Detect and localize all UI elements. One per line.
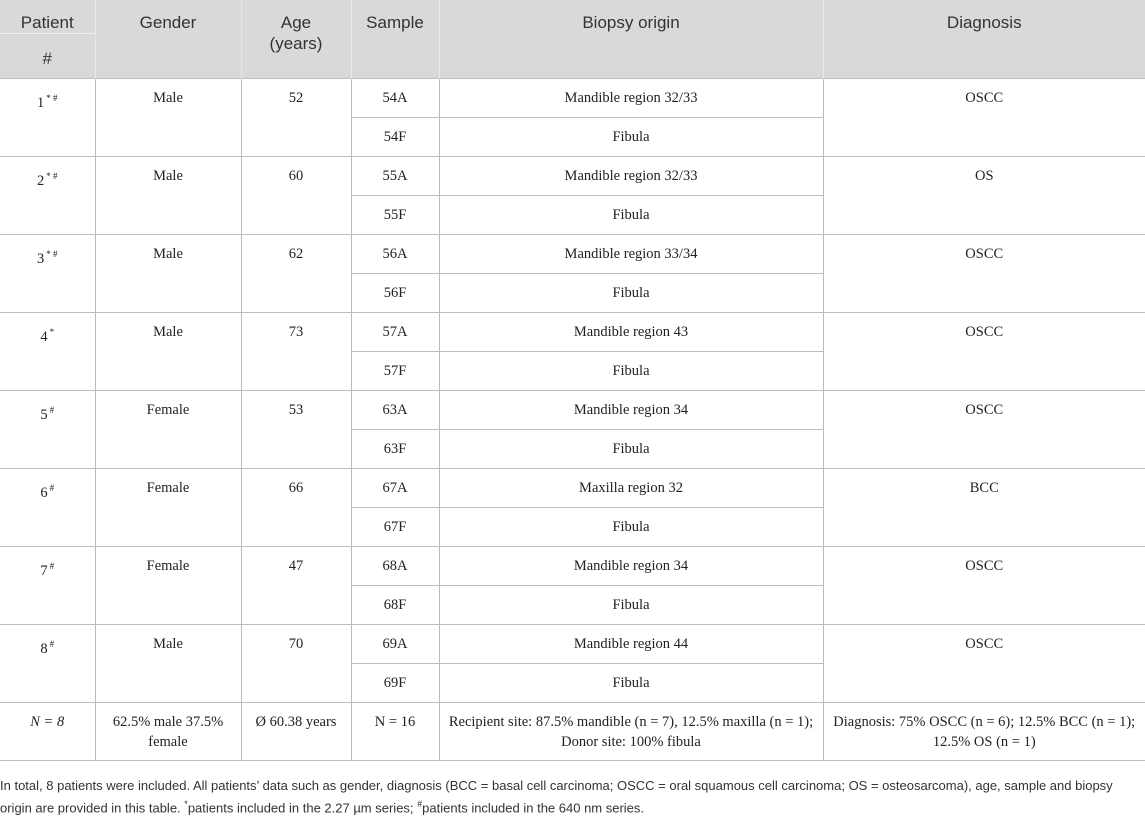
summary-patients: N = 8 bbox=[0, 703, 95, 761]
gender-cell: Male bbox=[95, 625, 241, 703]
summary-diagnosis: Diagnosis: 75% OSCC (n = 6); 12.5% BCC (n = 1); 12.5% OS (n = 1) bbox=[823, 703, 1145, 761]
biopsy-origin-cell: Mandible region 32/33 bbox=[439, 79, 823, 118]
footnote-star-text: patients included in the 2.27 µm series; bbox=[187, 800, 418, 816]
biopsy-origin-cell: Fibula bbox=[439, 664, 823, 703]
biopsy-origin-cell: Fibula bbox=[439, 586, 823, 625]
summary-age: Ø 60.38 years bbox=[241, 703, 351, 761]
diagnosis-cell: OS bbox=[823, 157, 1145, 235]
sample-cell: 57F bbox=[351, 352, 439, 391]
patient-number-cell: 7 # bbox=[0, 547, 95, 625]
age-cell: 66 bbox=[241, 469, 351, 547]
table-row bbox=[0, 313, 1145, 352]
table-footnote bbox=[0, 776, 1145, 817]
sample-cell: 54A bbox=[351, 79, 439, 118]
gender-cell: Male bbox=[95, 313, 241, 391]
patient-number-cell: 4 * bbox=[0, 313, 95, 391]
patient-number-cell: 1 * # bbox=[0, 79, 95, 157]
patient-number-cell: 6 # bbox=[0, 469, 95, 547]
biopsy-origin-cell: Mandible region 34 bbox=[439, 391, 823, 430]
biopsy-origin-cell: Fibula bbox=[439, 352, 823, 391]
biopsy-origin-cell: Maxilla region 32 bbox=[439, 469, 823, 508]
diagnosis-cell: OSCC bbox=[823, 313, 1145, 391]
table-body bbox=[0, 79, 1145, 761]
diagnosis-cell: OSCC bbox=[823, 235, 1145, 313]
patient-number-cell: 3 * # bbox=[0, 235, 95, 313]
gender-cell: Male bbox=[95, 79, 241, 157]
table-header bbox=[0, 0, 1145, 79]
sample-cell: 55A bbox=[351, 157, 439, 196]
gender-cell: Female bbox=[95, 391, 241, 469]
header-patient-number: # bbox=[0, 34, 95, 79]
biopsy-origin-cell: Mandible region 33/34 bbox=[439, 235, 823, 274]
summary-row bbox=[0, 703, 1145, 761]
header-patient: Patient bbox=[0, 0, 95, 34]
footnote-hash-mark: # bbox=[417, 799, 423, 809]
biopsy-origin-cell: Fibula bbox=[439, 196, 823, 235]
table-row bbox=[0, 547, 1145, 586]
summary-biopsy: Recipient site: 87.5% mandible (n = 7), 12.5% maxilla (n = 1); Donor site: 100% fibula bbox=[439, 703, 823, 761]
sample-cell: 63F bbox=[351, 430, 439, 469]
biopsy-origin-cell: Mandible region 44 bbox=[439, 625, 823, 664]
biopsy-origin-cell: Fibula bbox=[439, 274, 823, 313]
sample-cell: 63A bbox=[351, 391, 439, 430]
header-biopsy-origin: Biopsy origin bbox=[439, 0, 823, 79]
header-age-line2: (years) bbox=[269, 34, 323, 53]
sample-cell: 56A bbox=[351, 235, 439, 274]
age-cell: 60 bbox=[241, 157, 351, 235]
patient-number-cell: 8 # bbox=[0, 625, 95, 703]
table-row bbox=[0, 79, 1145, 118]
sample-cell: 55F bbox=[351, 196, 439, 235]
sample-cell: 56F bbox=[351, 274, 439, 313]
patient-number-cell: 5 # bbox=[0, 391, 95, 469]
gender-cell: Female bbox=[95, 547, 241, 625]
biopsy-origin-cell: Mandible region 34 bbox=[439, 547, 823, 586]
biopsy-origin-cell: Fibula bbox=[439, 508, 823, 547]
diagnosis-cell: OSCC bbox=[823, 391, 1145, 469]
table-row bbox=[0, 469, 1145, 508]
summary-gender: 62.5% male 37.5% female bbox=[95, 703, 241, 761]
footnote-main: In total, 8 patients were included. All patients’ data such as gender, diagnosis (BCC = basal cell carcinoma; OSCC = oral squamous cell carcinoma; OS = osteosarcoma), age, sample and biopsy origin are provided in this table. bbox=[0, 778, 1113, 816]
table-row bbox=[0, 625, 1145, 664]
age-cell: 62 bbox=[241, 235, 351, 313]
table-row bbox=[0, 157, 1145, 196]
footnote-hash-text: patients included in the 640 nm series. bbox=[422, 800, 645, 816]
sample-cell: 67A bbox=[351, 469, 439, 508]
diagnosis-cell: OSCC bbox=[823, 547, 1145, 625]
diagnosis-cell: BCC bbox=[823, 469, 1145, 547]
footnote-star-mark: * bbox=[184, 799, 188, 809]
header-age bbox=[241, 0, 351, 79]
table-row bbox=[0, 235, 1145, 274]
age-cell: 47 bbox=[241, 547, 351, 625]
age-cell: 70 bbox=[241, 625, 351, 703]
age-cell: 73 bbox=[241, 313, 351, 391]
sample-cell: 67F bbox=[351, 508, 439, 547]
header-sample: Sample bbox=[351, 0, 439, 79]
header-gender: Gender bbox=[95, 0, 241, 79]
age-cell: 53 bbox=[241, 391, 351, 469]
sample-cell: 68F bbox=[351, 586, 439, 625]
biopsy-origin-cell: Fibula bbox=[439, 430, 823, 469]
biopsy-origin-cell: Mandible region 32/33 bbox=[439, 157, 823, 196]
biopsy-origin-cell: Mandible region 43 bbox=[439, 313, 823, 352]
summary-sample: N = 16 bbox=[351, 703, 439, 761]
table-row bbox=[0, 391, 1145, 430]
header-age-line1: Age bbox=[280, 13, 312, 32]
sample-cell: 69A bbox=[351, 625, 439, 664]
gender-cell: Female bbox=[95, 469, 241, 547]
diagnosis-cell: OSCC bbox=[823, 625, 1145, 703]
header-diagnosis: Diagnosis bbox=[823, 0, 1145, 79]
gender-cell: Male bbox=[95, 235, 241, 313]
sample-cell: 68A bbox=[351, 547, 439, 586]
sample-cell: 54F bbox=[351, 118, 439, 157]
sample-cell: 57A bbox=[351, 313, 439, 352]
patient-number-cell: 2 * # bbox=[0, 157, 95, 235]
age-cell: 52 bbox=[241, 79, 351, 157]
sample-cell: 69F bbox=[351, 664, 439, 703]
diagnosis-cell: OSCC bbox=[823, 79, 1145, 157]
gender-cell: Male bbox=[95, 157, 241, 235]
biopsy-origin-cell: Fibula bbox=[439, 118, 823, 157]
